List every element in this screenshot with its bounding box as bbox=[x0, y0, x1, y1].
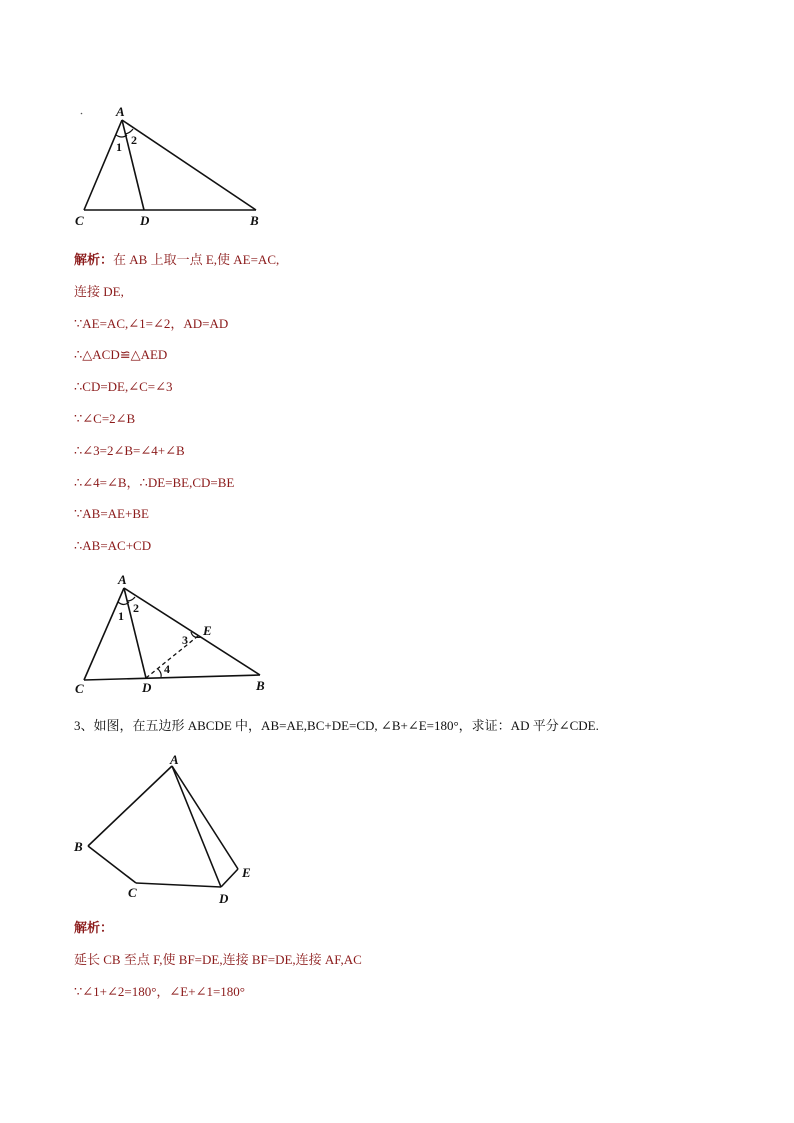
angle-label-2: 2 bbox=[131, 133, 137, 147]
segment-de-dashed bbox=[146, 636, 198, 678]
label-d: D bbox=[219, 891, 229, 906]
segment-ab bbox=[122, 120, 256, 210]
solution1-line-8: ∵AB=AE+BE bbox=[74, 506, 149, 521]
label-d: D bbox=[140, 213, 150, 228]
label-a: A bbox=[170, 752, 179, 767]
label-c: C bbox=[75, 213, 84, 228]
segment-ea bbox=[172, 766, 238, 869]
label-e: E bbox=[203, 623, 212, 638]
label-c: C bbox=[75, 681, 84, 696]
label-e: E bbox=[242, 865, 251, 880]
solution1-line-5: ∵∠C=2∠B bbox=[74, 411, 136, 426]
solution1-line-3: ∴△ACD≌△AED bbox=[74, 347, 168, 362]
figure-triangle-abc bbox=[70, 100, 270, 230]
solution3-heading: 解析： bbox=[74, 920, 114, 935]
solution1-line-4: ∴CD=DE,∠C=∠3 bbox=[74, 379, 173, 394]
label-a: A bbox=[118, 572, 127, 587]
label-a: A bbox=[116, 104, 125, 119]
label-b: B bbox=[256, 678, 265, 693]
segment-ab bbox=[88, 766, 172, 846]
angle-arc-4 bbox=[158, 669, 161, 677]
solution1-line-6: ∴∠3=2∠B=∠4+∠B bbox=[74, 443, 185, 458]
segment-cd bbox=[136, 883, 221, 887]
label-b: B bbox=[250, 213, 259, 228]
figure-pentagon-abcde bbox=[70, 750, 270, 910]
segment-ac bbox=[84, 588, 124, 680]
angle-label-4: 4 bbox=[164, 662, 170, 676]
angle-label-2: 2 bbox=[133, 601, 139, 615]
problem3-statement: 3、如图，在五边形 ABCDE 中，AB=AE,BC+DE=CD, ∠B+∠E=180°，求证：AD 平分∠CDE. bbox=[74, 718, 599, 733]
solution1-heading: 解析： bbox=[74, 252, 114, 267]
angle-label-1: 1 bbox=[116, 140, 122, 154]
solution1-line-7: ∴∠4=∠B，∴DE=BE,CD=BE bbox=[74, 475, 235, 490]
segment-de bbox=[221, 869, 238, 887]
segment-ad bbox=[172, 766, 221, 887]
solution3-line-0: 延长 CB 至点 F,使 BF=DE,连接 BF=DE,连接 AF,AC bbox=[74, 952, 362, 967]
label-b: B bbox=[74, 839, 83, 854]
label-d: D bbox=[142, 680, 152, 695]
solution1-line-1: 连接 DE, bbox=[74, 284, 124, 299]
segment-bc bbox=[88, 846, 136, 883]
angle-label-1: 1 bbox=[118, 609, 124, 623]
solution3-line-1: ∵∠1+∠2=180°，∠E+∠1=180° bbox=[74, 984, 246, 999]
solution1-line-9: ∴AB=AC+CD bbox=[74, 538, 152, 553]
segment-cb bbox=[84, 675, 260, 680]
angle-label-3: 3 bbox=[182, 633, 188, 647]
figure-triangle-abc-with-e bbox=[70, 570, 280, 700]
segment-ab bbox=[124, 588, 260, 675]
solution1-line-2: ∵AE=AC,∠1=∠2，AD=AD bbox=[74, 316, 229, 331]
solution1-line-0: 解析：在 AB 上取一点 E,使 AE=AC, bbox=[74, 252, 280, 267]
segment-ac bbox=[84, 120, 122, 210]
label-c: C bbox=[128, 885, 137, 900]
